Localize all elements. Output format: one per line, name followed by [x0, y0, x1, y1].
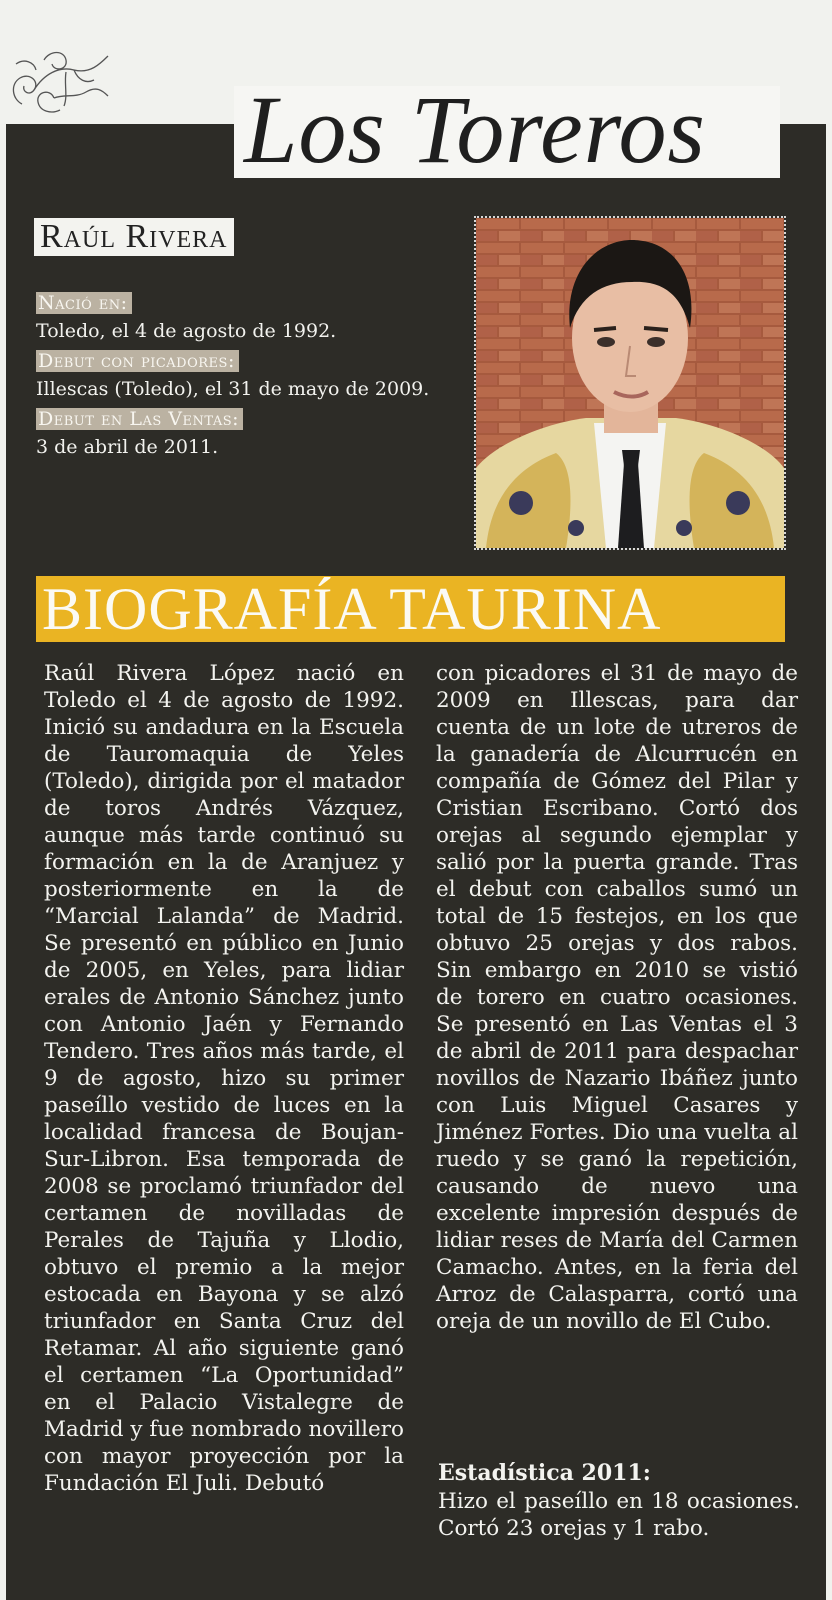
- biography-column-left: Raúl Rivera López nació en Toledo el 4 de agosto de 1992. Inició su andadura en la Escuela de Tauromaquia de Yeles (Toledo), dirigida por el matador de toros Andrés Vázquez, aunque más tarde continuó su formación en la de Aranjuez y posteriormente en la de “Marcial Lalanda” de Madrid. Se presentó en público en Junio de 2005, en Yeles, para lidiar erales de Antonio Sánchez junto con Antonio Jaén y Fernando Tendero. Tres años más tarde, el 9 de agosto, hizo su primer paseíllo vestido de luces en la localidad francesa de Boujan-Sur-Libron. Esa temporada de 2008 se proclamó triunfador del certamen de novilladas de Perales de Tajuña y Llodio, obtuvo el premio a la mejor estocada en Bayona y se alzó triunfador en Santa Cruz del Retamar. Al año siguiente ganó el certamen “La Oportunidad” en el Palacio Vistalegre de Madrid y fue nombrado novillero con mayor proyección por la Fundación El Juli. Debutó: [44, 661, 404, 1496]
- fact-label: Debut con picadores:: [36, 350, 239, 372]
- torero-portrait: [474, 216, 786, 550]
- stats-heading: Estadística 2011:: [438, 1460, 651, 1486]
- fact-value: Toledo, el 4 de agosto de 1992.: [36, 320, 337, 342]
- fact-value: 3 de abril de 2011.: [36, 436, 219, 458]
- fact-label: Nació en:: [36, 292, 132, 314]
- ornament-icon: [4, 44, 116, 120]
- page-title: Los Toreros: [244, 76, 706, 183]
- fact-birth: [36, 292, 436, 346]
- facts-list: [36, 292, 436, 466]
- biography-column-right: con picadores el 31 de mayo de 2009 en Illescas, para dar cuenta de un lote de utreros de la ganadería de Alcurrucén en compañía de Gómez del Pilar y Cristian Escribano. Cortó dos orejas al segundo ejemplar y salió por la puerta grande. Tras el debut con caballos sumó un total de 15 festejos, en los que obtuvo 25 orejas y dos rabos. Sin embargo en 2010 se vistió de torero en cuatro ocasiones. Se presentó en Las Ventas el 3 de abril de 2011 para despachar novillos de Nazario Ibáñez junto con Luis Miguel Casares y Jiménez Fortes. Dio una vuelta al ruedo y se ganó la repetición, causando de nuevo una excelente impresión después de lidiar reses de María del Carmen Camacho. Antes, en la feria del Arroz de Calasparra, cortó una oreja de un novillo de El Cubo.: [436, 661, 798, 1334]
- fact-debut-picadores: [36, 350, 436, 404]
- stats-text: Hizo el paseíllo en 18 ocasiones. Cortó 23 orejas y 1 rabo.: [438, 1489, 800, 1541]
- fact-label: Debut en Las Ventas:: [36, 408, 243, 430]
- torero-name: Raúl Rivera: [34, 218, 234, 256]
- section-title: BIOGRAFÍA TAURINA: [42, 576, 662, 642]
- fact-debut-ventas: [36, 408, 436, 462]
- fact-value: Illescas (Toledo), el 31 de mayo de 2009.: [36, 378, 430, 400]
